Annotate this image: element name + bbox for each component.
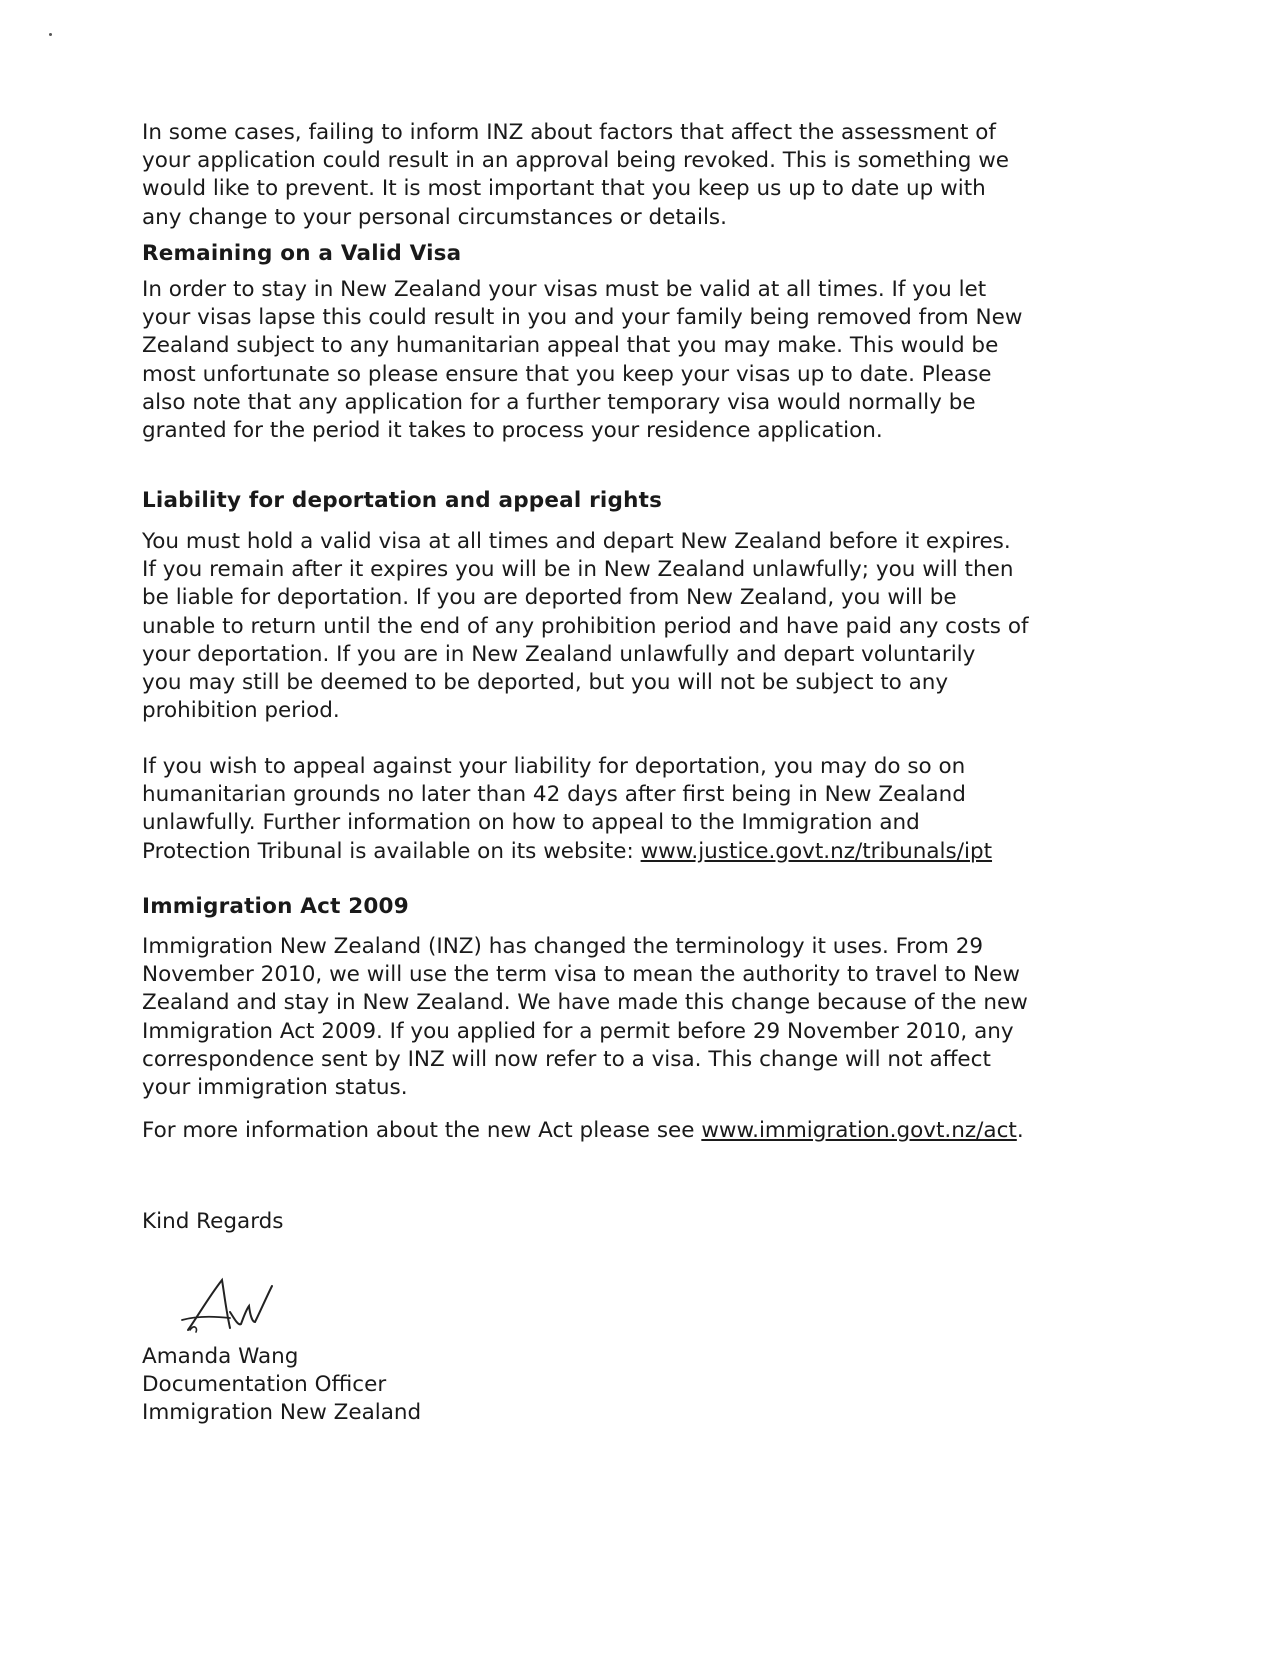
valid-visa-line: granted for the period it takes to process your residence application.: [142, 418, 883, 444]
deportation-line: be liable for deportation. If you are deported from New Zealand, you will be: [142, 585, 957, 611]
signatory-block: [142, 1343, 421, 1428]
intro-line: your application could result in an approval being revoked. This is something we: [142, 148, 1010, 174]
deportation-line: prohibition period.: [142, 698, 340, 724]
more-info-paragraph: [142, 1117, 1117, 1145]
act-line: Zealand and stay in New Zealand. We have made this change because of the new: [142, 990, 1028, 1016]
act-line: Immigration Act 2009. If you applied for a permit before 29 November 2010, any: [142, 1018, 1014, 1044]
appeal-line: humanitarian grounds no later than 42 days after first being in New Zealand: [142, 782, 966, 808]
act-line: correspondence sent by INZ will now refer to a visa. This change will not affect: [142, 1046, 991, 1072]
valid-visa-line: most unfortunate so please ensure that you keep your visas up to date. Please: [142, 361, 992, 387]
tribunal-website-link[interactable]: www.justice.govt.nz/tribunals/ipt: [640, 838, 993, 864]
signatory-name: Amanda Wang: [142, 1344, 299, 1369]
signatory-organisation: Immigration New Zealand: [142, 1400, 422, 1426]
closing: Kind Regards: [142, 1209, 284, 1234]
act-line: November 2010, we will use the term visa to mean the authority to travel to New: [142, 962, 1020, 988]
deportation-line: you may still be deemed to be deported, but you will not be subject to any: [142, 670, 949, 696]
appeal-line: If you wish to appeal against your liability for deportation, you may do so on: [142, 754, 966, 779]
more-info-prefix: For more information about the new Act please see: [142, 1118, 702, 1143]
deportation-line: unable to return until the end of any prohibition period and have paid any costs of: [142, 613, 1029, 639]
valid-visa-line: your visas lapse this could result in you and your family being removed from New: [142, 305, 1023, 331]
handwritten-signature: [178, 1272, 288, 1342]
valid-visa-paragraph: [142, 276, 1117, 445]
deportation-paragraph-2: [142, 753, 1117, 866]
appeal-line-prefix: Protection Tribunal is available on its website:: [142, 838, 641, 864]
act-line: your immigration status.: [142, 1075, 408, 1101]
more-info-suffix: .: [1016, 1118, 1024, 1143]
deportation-line: You must hold a valid visa at all times and depart New Zealand before it expires.: [142, 529, 1011, 554]
more-info-line: [142, 1117, 1117, 1145]
appeal-line-with-link: [142, 838, 1117, 866]
valid-visa-line: also note that any application for a further temporary visa would normally be: [142, 389, 976, 415]
deportation-line: If you remain after it expires you will be in New Zealand unlawfully; you will then: [142, 557, 1014, 583]
signatory-title: Documentation Officer: [142, 1372, 387, 1398]
deportation-heading: Liability for deportation and appeal rights: [142, 488, 663, 513]
deportation-paragraph-1: [142, 528, 1117, 725]
intro-line: would like to prevent. It is most important that you keep us up to date up with: [142, 176, 986, 202]
valid-visa-line: In order to stay in New Zealand your visas must be valid at all times. If you let: [142, 277, 987, 302]
deportation-line: your deportation. If you are in New Zealand unlawfully and depart voluntarily: [142, 641, 976, 667]
intro-line: In some cases, failing to inform INZ about factors that affect the assessment of: [142, 120, 996, 145]
act-website-link[interactable]: www.immigration.govt.nz/act: [701, 1118, 1017, 1143]
scan-speck: [49, 33, 52, 36]
intro-paragraph: [142, 119, 1117, 232]
valid-visa-line: Zealand subject to any humanitarian appeal that you may make. This would be: [142, 333, 999, 359]
intro-line: any change to your personal circumstances or details.: [142, 204, 727, 230]
act-heading: Immigration Act 2009: [142, 894, 409, 919]
valid-visa-heading: Remaining on a Valid Visa: [142, 241, 462, 266]
act-paragraph: [142, 933, 1117, 1102]
appeal-line: unlawfully. Further information on how to appeal to the Immigration and: [142, 810, 920, 836]
act-line: Immigration New Zealand (INZ) has changed the terminology it uses. From 29: [142, 934, 984, 959]
